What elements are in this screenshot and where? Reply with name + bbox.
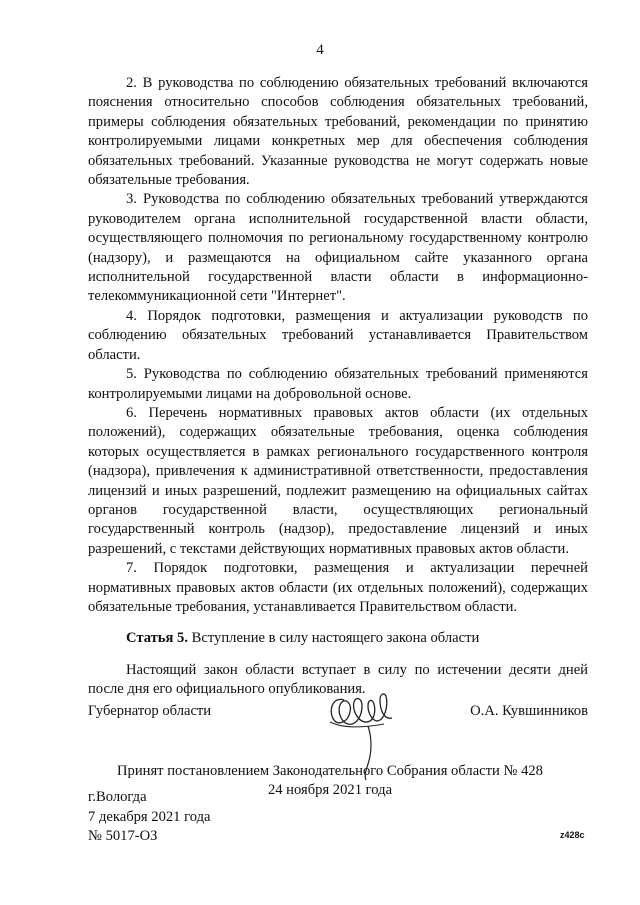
paragraph-6: 6. Перечень нормативных правовых актов области (их отдельных положений), содержащих обязательные требования, оценка соблюдения которых осуществляется в рамках регионального государственного контроля (надзора), привлечения к административной ответственности, предоставления лицензий и иных разрешений, подлежит размещению на официальных сайтах органов государственной власти, осуществляющих региональный государственный контроль (надзор), предоставление лицензий и иных разрешений, с текстами действующих нормативных правовых актов области.: [88, 404, 588, 557]
law-number: № 5017-ОЗ: [88, 828, 158, 844]
adoption-date: 24 ноября 2021 года: [267, 782, 393, 798]
paragraph-5: 5. Руководства по соблюдению обязательных требований применяются контролируемыми лицами на добровольной основе.: [88, 366, 588, 402]
page-number: 4: [316, 42, 324, 58]
paragraph-2: 2. В руководства по соблюдению обязательных требований включаются пояснения относительно способов соблюдения обязательных требований, примеры соблюдения обязательных требований, рекомендации по принятию контролируемыми лицами конкретных мер для обеспечения соблюдения обязательных требований. Указанные руководства не могут содержать новые обязательные требования.: [88, 75, 588, 189]
closing-paragraph: Настоящий закон области вступает в силу по истечении десяти дней после дня его официального опубликования.: [88, 661, 588, 698]
paragraph-4: 4. Порядок подготовки, размещения и актуализации руководств по соблюдению обязательных требований устанавливается Правительством области.: [88, 307, 588, 363]
article-title: Вступление в силу настоящего закона области: [191, 630, 480, 647]
document-code: z428c: [560, 830, 585, 840]
article-label: Статья 5.: [126, 630, 188, 647]
place-date-number: [88, 788, 211, 847]
city: г.Вологда: [88, 789, 147, 805]
adoption-line: Принят постановлением Законодательного Собрания области № 428: [117, 763, 543, 779]
article-heading: [88, 629, 588, 648]
paragraph-3: 3. Руководства по соблюдению обязательных требований утверждаются руководителем органа исполнительной государственной власти области, осуществляющего полномочия по региональному государственному контролю (надзору), и размещаются на официальном сайте указанного органа исполнительной государственной власти области в информационно-телекоммуникационной сети "Интернет".: [88, 191, 588, 305]
law-body: [88, 74, 588, 700]
paragraph-7: 7. Порядок подготовки, размещения и актуализации перечней нормативных правовых актов области (их отдельных положений), содержащих обязательные требования, устанавливается Правительством области.: [88, 560, 588, 615]
governor-name: О.А. Кувшинников: [470, 703, 588, 719]
governor-title: Губернатор области: [88, 703, 212, 719]
signing-date: 7 декабря 2021 года: [88, 808, 211, 825]
